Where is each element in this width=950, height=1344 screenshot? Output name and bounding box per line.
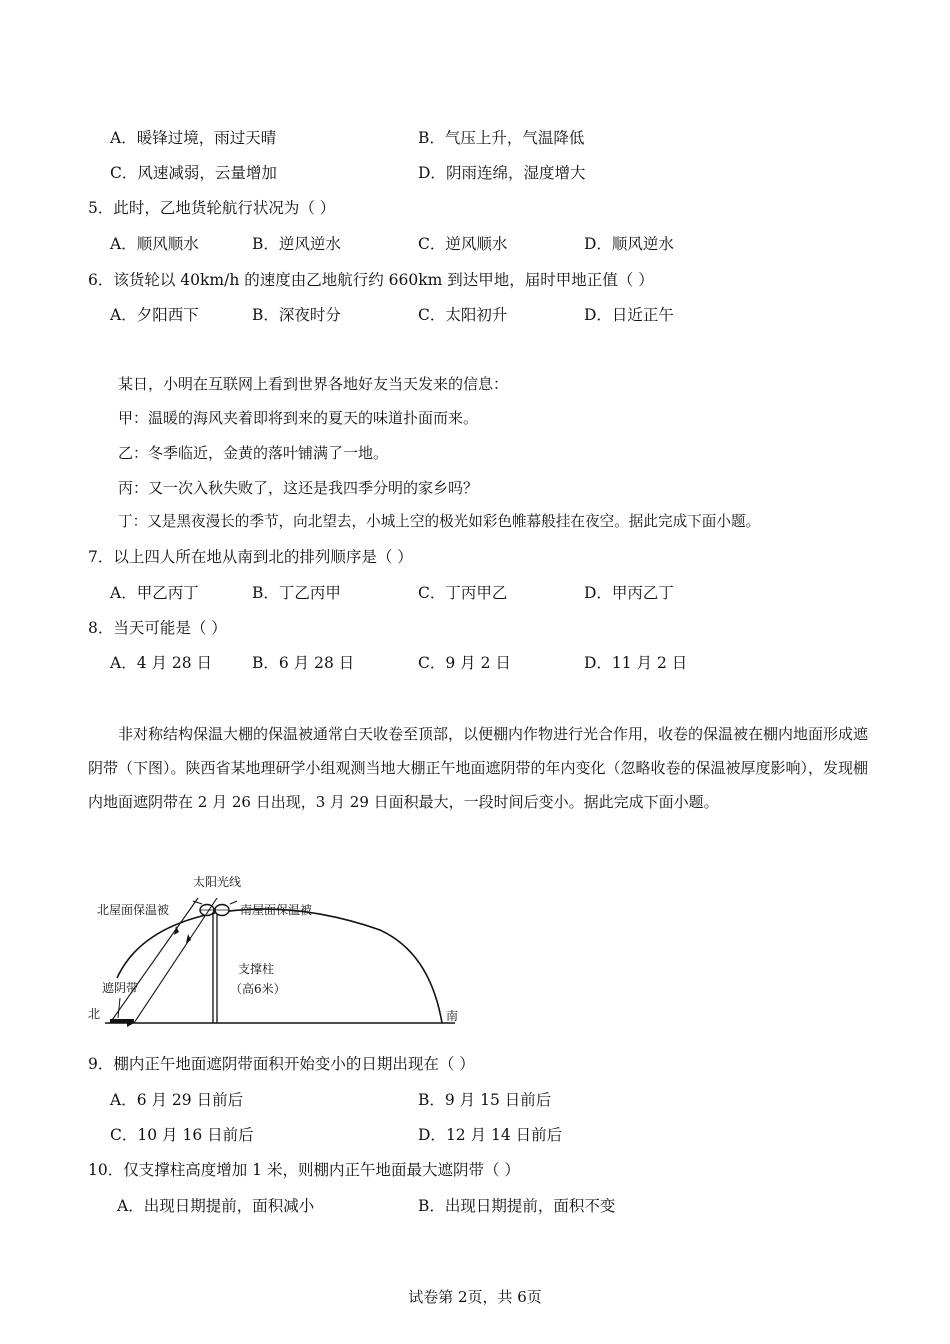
q9-option-c: C．10 月 16 日前后: [110, 1126, 254, 1144]
q7-option-b: B．丁乙丙甲: [252, 584, 341, 602]
passage1-line-3: 乙：冬季临近，金黄的落叶铺满了一地。: [118, 444, 389, 462]
q7-option-a: A．甲乙丙丁: [110, 584, 199, 602]
label-shade-band: 遮阴带: [102, 981, 139, 995]
label-sun-rays: 太阳光线: [193, 875, 242, 889]
label-pillar-height: （高6米）: [230, 982, 286, 996]
q5-stem: 5．此时，乙地货轮航行状况为（ ）: [88, 199, 336, 217]
q9-stem: 9．棚内正午地面遮阴带面积开始变小的日期出现在（ ）: [88, 1055, 475, 1073]
passage1-line-2: 甲：温暖的海风夹着即将到来的夏天的味道扑面而来。: [118, 409, 479, 427]
q7-option-c: C．丁丙甲乙: [418, 584, 508, 602]
q6-option-d: D．日近正午: [584, 306, 674, 324]
q10-option-a: A．出现日期提前，面积减小: [117, 1197, 315, 1215]
q7-option-d: D．甲丙乙丁: [584, 584, 674, 602]
q5-option-d: D．顺风逆水: [584, 235, 674, 253]
label-north: 北: [88, 1007, 101, 1021]
passage2: 非对称结构保温大棚的保温被通常白天收卷至顶部，以便棚内作物进行光合作用，收卷的保温被在棚内地面形成遮阴带（下图）。陕西省某地理研学小组观测当地大棚正午地面遮阴带的年内变化（忽略收卷的保温被厚度影响），发现棚内地面遮阴带在 2 月 26 日出现，3 月 29 日面积最大，一段时间后变小。据此完成下面小题。: [88, 725, 869, 811]
q8-stem: 8．当天可能是（ ）: [88, 619, 227, 637]
q9-option-d: D．12 月 14 日前后: [418, 1126, 563, 1144]
label-south-quilt: 南屋面保温被: [240, 903, 313, 917]
label-pillar: 支撑柱: [238, 962, 275, 976]
q4-option-a: A．暖锋过境，雨过天晴: [110, 129, 277, 147]
passage1-line-1: 某日，小明在互联网上看到世界各地好友当天发来的信息：: [118, 375, 509, 393]
q8-option-c: C．9 月 2 日: [418, 654, 511, 672]
q9-option-a: A．6 月 29 日前后: [110, 1091, 244, 1109]
q10-option-b: B．出现日期提前，面积不变: [418, 1197, 616, 1215]
label-south: 南: [446, 1009, 459, 1023]
passage1-line-4: 丙：又一次入秋失败了，这还是我四季分明的家乡吗？: [118, 479, 479, 497]
q9-option-b: B．9 月 15 日前后: [418, 1091, 552, 1109]
q5-option-a: A．顺风顺水: [110, 235, 199, 253]
q5-option-c: C．逆风顺水: [418, 235, 508, 253]
q10-stem: 10．仅支撑柱高度增加 1 米，则棚内正午地面最大遮阴带（ ）: [88, 1161, 520, 1179]
q4-option-b: B．气压上升，气温降低: [418, 129, 585, 147]
label-north-quilt: 北屋面保温被: [97, 903, 170, 917]
passage1-line-5: 丁：又是黑夜漫长的季节，向北望去，小城上空的极光如彩色帷幕般挂在夜空。据此完成下面小题。: [118, 513, 761, 530]
q4-option-d: D．阴雨连绵，湿度增大: [418, 164, 586, 182]
q4-option-c: C．风速减弱，云量增加: [110, 164, 277, 182]
page-footer: 试卷第 2页，共 6页: [408, 1288, 542, 1306]
q7-stem: 7．以上四人所在地从南到北的排列顺序是（ ）: [88, 548, 413, 566]
q6-option-b: B．深夜时分: [252, 306, 341, 324]
q6-stem: 6．该货轮以 40km/h 的速度由乙地航行约 660km 到达甲地，届时甲地正值（ ）: [88, 271, 654, 289]
q8-option-b: B．6 月 28 日: [252, 654, 355, 672]
q8-option-a: A．4 月 28 日: [110, 654, 213, 672]
q5-option-b: B．逆风逆水: [252, 235, 341, 253]
greenhouse-diagram: [80, 868, 480, 1034]
q8-option-d: D．11 月 2 日: [584, 654, 688, 672]
greenhouse-roof: [117, 909, 442, 1023]
q6-option-a: A．夕阳西下: [110, 306, 199, 324]
q6-option-c: C．太阳初升: [418, 306, 508, 324]
